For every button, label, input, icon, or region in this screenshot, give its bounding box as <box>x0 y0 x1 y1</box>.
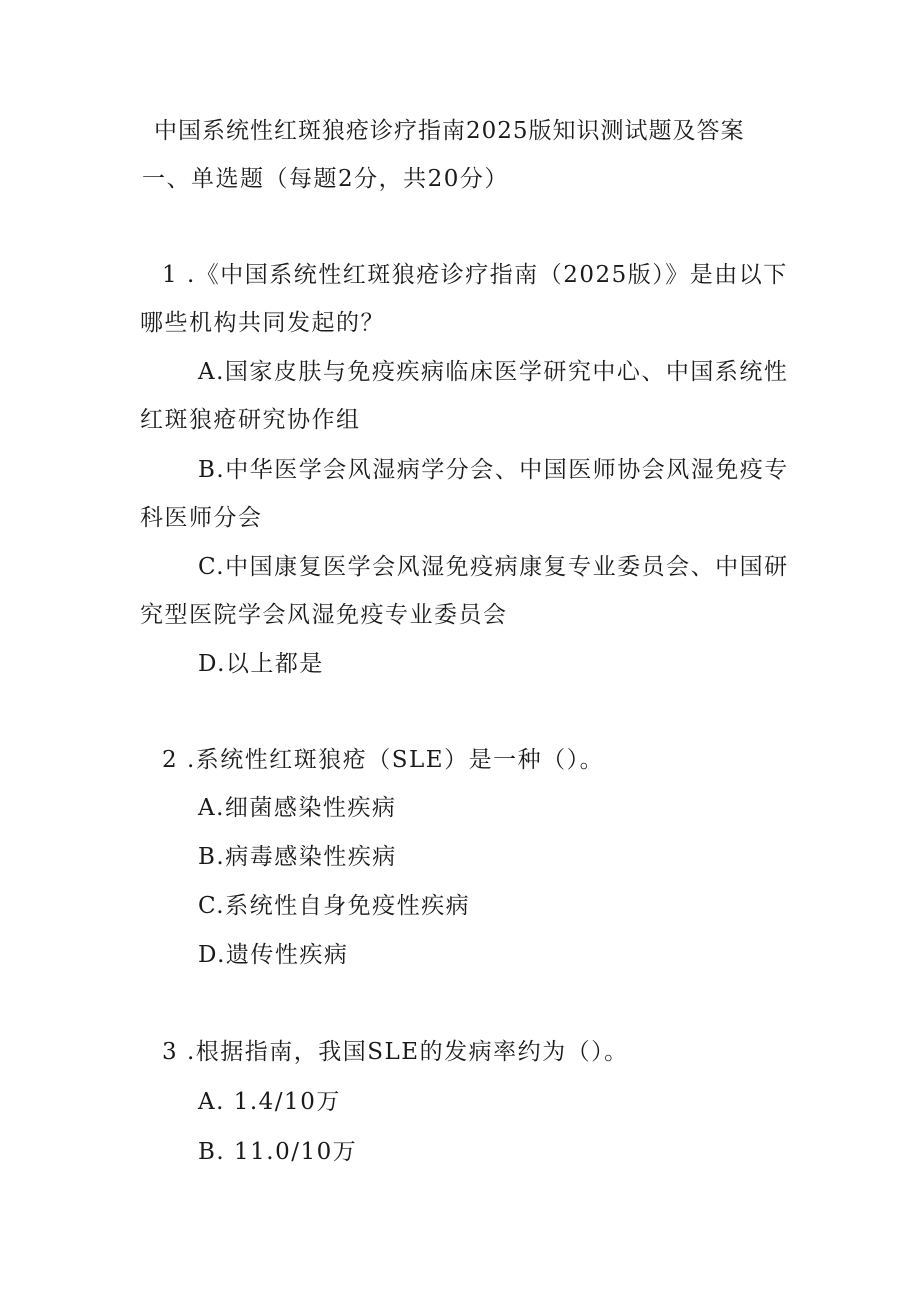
question-stem-line: 1 .《中国系统性红斑狼疮诊疗指南（2025版）》是由以下 <box>162 262 788 288</box>
option-c: C.中国康复医学会风湿免疫病康复专业委员会、中国研 <box>198 554 789 580</box>
option-a: A.国家皮肤与免疫疾病临床医学研究中心、中国系统性 <box>198 359 789 385</box>
question-stem-line: 2 .系统性红斑狼疮（SLE）是一种（）。 <box>162 747 605 773</box>
option-b: B.中华医学会风湿病学分会、中国医师协会风湿免疫专 <box>198 457 789 483</box>
question-stem-line: 3 .根据指南，我国SLE的发病率约为（）。 <box>162 1039 629 1065</box>
option-a-continued: 红斑狼疮研究协作组 <box>140 407 361 433</box>
option-d: D.以上都是 <box>198 651 324 677</box>
section-heading: 一、单选题（每题2分，共20分） <box>142 166 509 192</box>
option-b-continued: 科医师分会 <box>140 505 263 531</box>
document-title: 中国系统性红斑狼疮诊疗指南2025版知识测试题及答案 <box>154 118 745 144</box>
option-a: A.细菌感染性疾病 <box>198 795 397 821</box>
option-b: B. 11.0/10万 <box>198 1139 358 1165</box>
option-c: C.系统性自身免疫性疾病 <box>198 893 471 919</box>
question-stem-line: 哪些机构共同发起的？ <box>140 310 385 336</box>
option-c-continued: 究型医院学会风湿免疫专业委员会 <box>140 602 508 628</box>
option-d: D.遗传性疾病 <box>198 942 349 968</box>
option-a: A. 1.4/10万 <box>198 1089 341 1115</box>
option-b: B.病毒感染性疾病 <box>198 844 397 870</box>
